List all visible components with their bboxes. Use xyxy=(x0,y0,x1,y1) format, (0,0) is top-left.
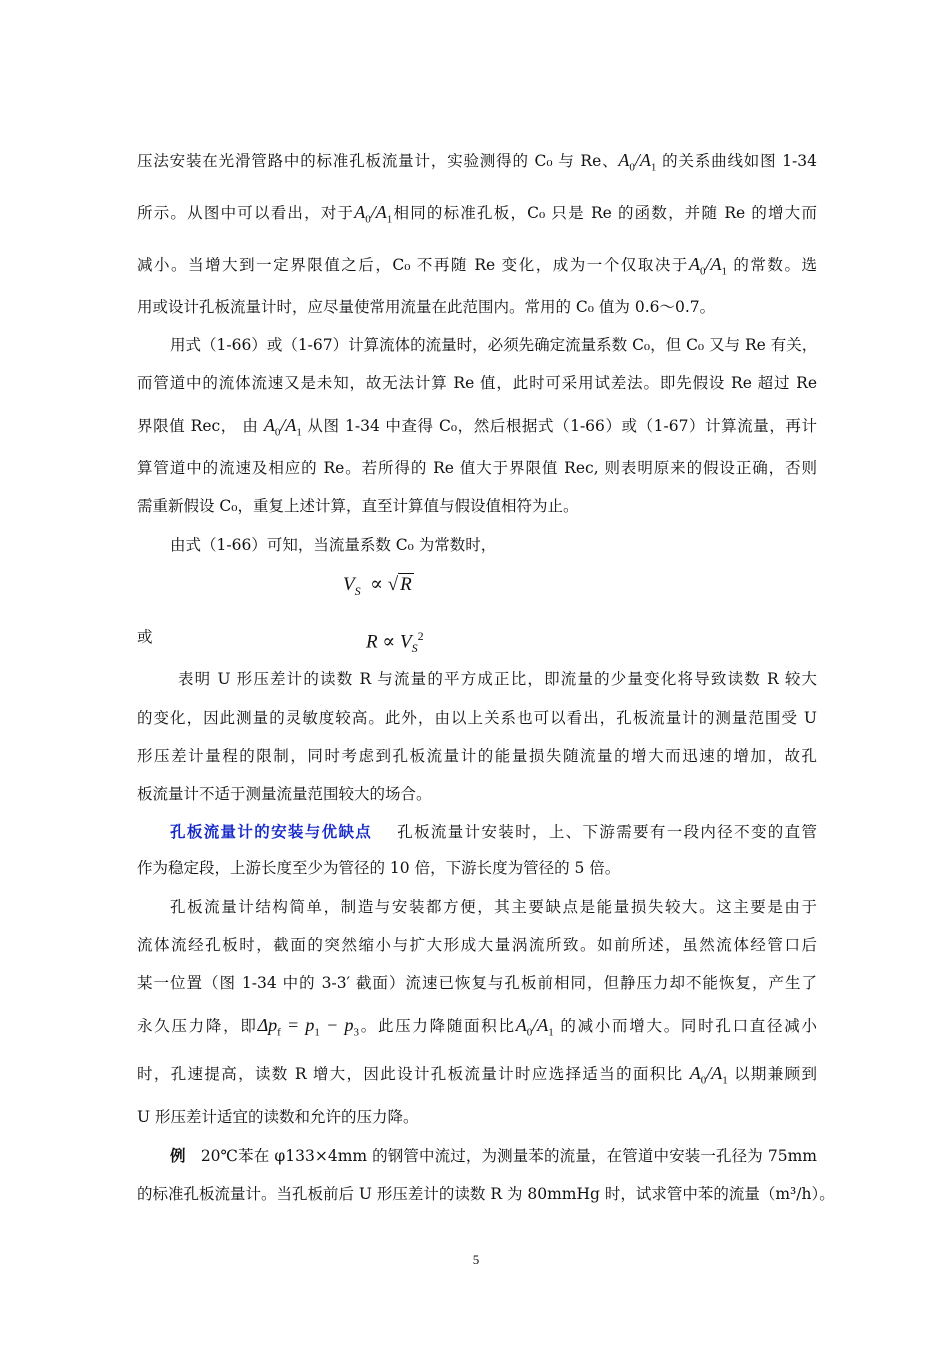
text-line-3: 减小。当增大到一定界限值之后，C₀ 不再随 Re 变化，成为一个仅取决于$A_0/A_1$ 的常数。选 xyxy=(137,254,817,278)
text-or: 或 xyxy=(137,628,153,646)
text-line-10: 由式（1-66）可知，当流量系数 C₀ 为常数时， xyxy=(170,536,497,554)
text-line-8: 算管道中的流速及相应的 Re。若所得的 Re 值大于界限值 Rec, 则表明原来的假设正确，否则 xyxy=(137,459,817,477)
text-line-19: 某一位置（图 1-34 中的 3-3′ 截面）流速已恢复与孔板前相同，但静压力却不能恢复，产生了 xyxy=(137,974,817,992)
text-line-23: 例 20℃苯在 φ133×4mm 的钢管中流过，为测量苯的流量，在管道中安装一孔径为 75mm xyxy=(170,1146,818,1165)
page-number: 5 xyxy=(472,1252,480,1267)
area-ratio-formula: $A_0/A_1$ xyxy=(688,254,727,278)
example-label: 例 xyxy=(170,1146,186,1165)
text-line-24: 的标准孔板流量计。当孔板前后 U 形压差计的读数 R 为 80mmHg 时，试求管中苯的流量（m³/h）。 xyxy=(137,1185,835,1203)
text-line-11: 表明 U 形压差计的读数 R 与流量的平方成正比，即流量的少量变化将导致读数 R 较大 xyxy=(178,670,817,688)
text-line-12: 的变化，因此测量的灵敏度较高。此外，由以上关系也可以看出，孔板流量计的测量范围受 U xyxy=(137,709,817,727)
text-line-9: 需重新假设 C₀，重复上述计算，直至计算值与假设值相符为止。 xyxy=(137,497,579,515)
text-line-16: 作为稳定段，上游长度至少为管径的 10 倍，下游长度为管径的 5 倍。 xyxy=(137,859,621,877)
text-line-14: 板流量计不适于测量流量范围较大的场合。 xyxy=(137,785,432,803)
area-ratio-formula: $A_0/A_1$ xyxy=(263,415,302,439)
text-line-21: 时，孔速提高，读数 R 增大，因此设计孔板流量计时应选择适当的面积比 $A_0/A_1$ 以期兼顾到 xyxy=(137,1063,817,1087)
area-ratio-formula: $A_0/A_1$ xyxy=(689,1063,728,1087)
text-line-17: 孔板流量计结构简单，制造与安装都方便，其主要缺点是能量损失较大。这主要是由于 xyxy=(170,898,817,916)
text-line-18: 流体流经孔板时，截面的突然缩小与扩大形成大量涡流所致。如前所述，虽然流体经管口后 xyxy=(137,936,817,954)
area-ratio-formula: $A_0/A_1$ xyxy=(354,202,393,226)
area-ratio-formula: $A_0/A_1$ xyxy=(515,1015,554,1039)
text-line-2: 所示。从图中可以看出，对于$A_0/A_1$相同的标准孔板，C₀ 只是 Re 的函数，并随 Re 的增大而 xyxy=(137,202,817,226)
text-line-15: 孔板流量计的安装与优缺点 孔板流量计安装时，上、下游需要有一段内径不变的直管 xyxy=(170,822,817,841)
text-line-22: U 形压差计适宜的读数和允许的压力降。 xyxy=(137,1108,419,1126)
equation-r-prop-vs-squared: $R \propto V_S^2$ xyxy=(366,629,424,656)
area-ratio-formula: $A_0/A_1$ xyxy=(618,150,657,174)
text-line-5: 用式（1-66）或（1-67）计算流体的流量时，必须先确定流量系数 C₀，但 C₀ 又与 Re 有关， xyxy=(170,336,818,354)
equation-vs-prop-sqrt-r: $V_S$ ∝ √ R xyxy=(343,574,412,598)
section-heading: 孔板流量计的安装与优缺点 xyxy=(170,822,373,841)
text-line-1: 压法安装在光滑管路中的标准孔板流量计，实验测得的 C₀ 与 Re、$A_0/A_1$ 的关系曲线如图 1-34 xyxy=(137,150,818,174)
text-line-7: 界限值 Rec， 由 $A_0/A_1$ 从图 1-34 中查得 C₀，然后根据式（1-66）或（1-67）计算流量，再计 xyxy=(137,415,817,439)
text-line-20: 永久压力降，即$\Delta p_f = p_1 - p_3$。此压力降随面积比$A_0/A_1$ 的减小而增大。同时孔口直径减小 xyxy=(137,1015,817,1039)
text-line-4: 用或设计孔板流量计时，应尽量使常用流量在此范围内。常用的 C₀ 值为 0.6～0.7。 xyxy=(137,298,716,316)
text-line-13: 形压差计量程的限制，同时考虑到孔板流量计的能量损失随流量的增大而迅速的增加，故孔 xyxy=(137,747,817,765)
text-line-6: 而管道中的流体流速又是未知，故无法计算 Re 值，此时可采用试差法。即先假设 Re 超过 Re xyxy=(137,374,817,392)
pressure-drop-formula: $\Delta p_f = p_1 - p_3$ xyxy=(257,1015,359,1039)
